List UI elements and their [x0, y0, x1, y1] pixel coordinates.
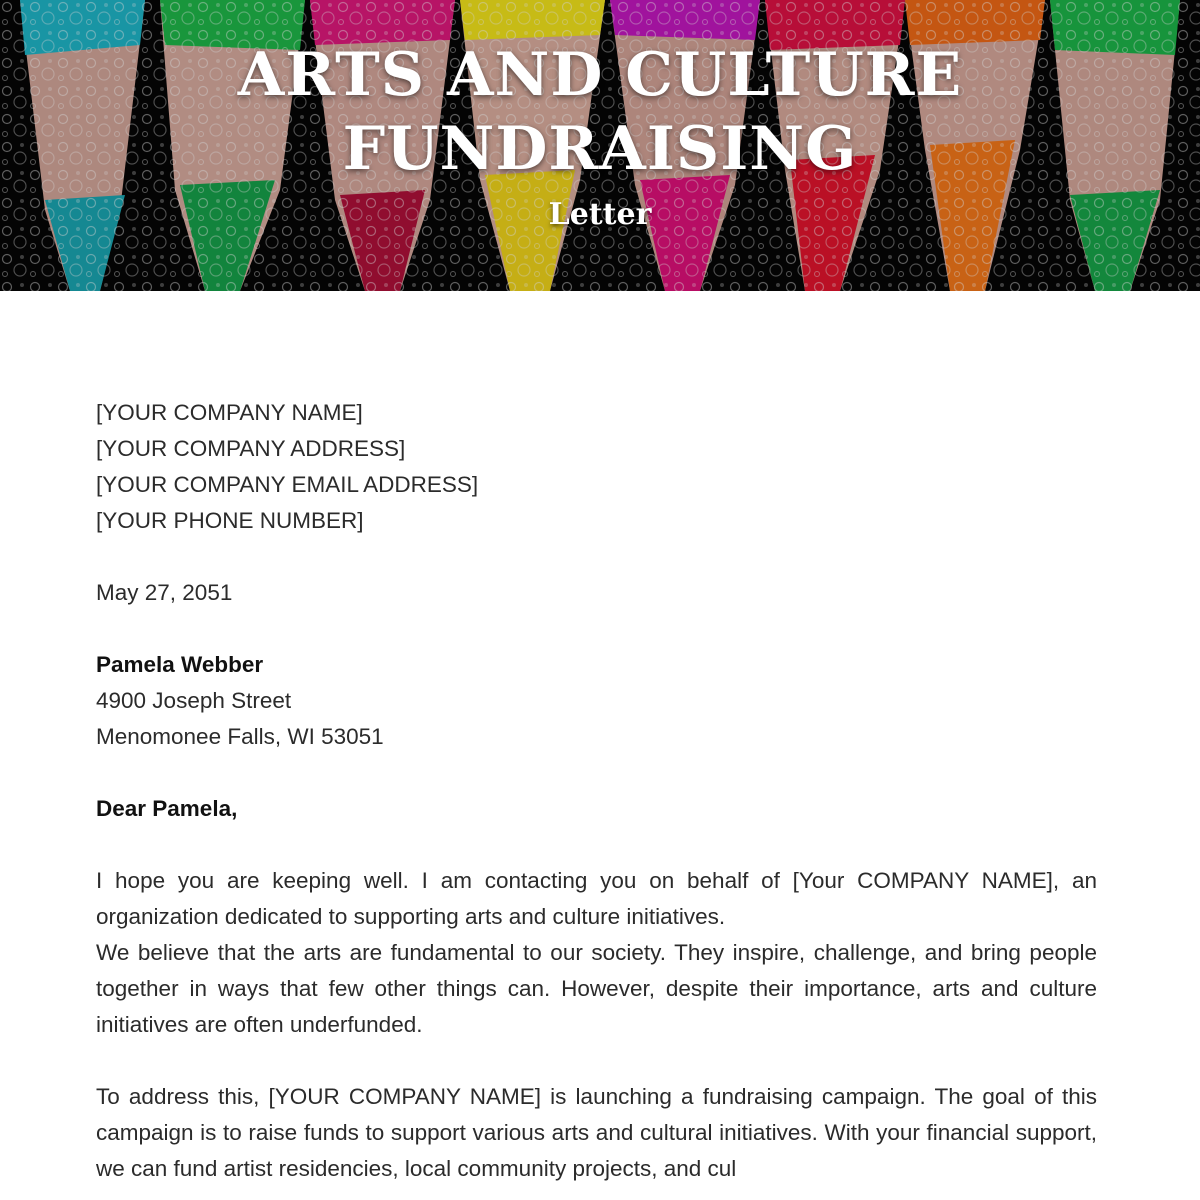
- recipient-city-state-zip: Menomonee Falls, WI 53051: [96, 724, 384, 749]
- body-paragraph-1a: I hope you are keeping well. I am contacting you on behalf of [Your COMPANY NAME], an organization dedicated to supporting arts and culture initiatives.: [96, 868, 1097, 929]
- sender-company-email: [YOUR COMPANY EMAIL ADDRESS]: [96, 472, 479, 497]
- banner-title-line-2: FUNDRAISING: [342, 114, 858, 184]
- recipient-block: [96, 647, 1097, 755]
- sender-company-name: [YOUR COMPANY NAME]: [96, 400, 363, 425]
- body-paragraph-1b: We believe that the arts are fundamental to our society. They inspire, challenge, and bring people together in ways that few other things can. However, despite their importance, arts and culture initiatives are often underfunded.: [96, 940, 1097, 1037]
- body-paragraph-2: To address this, [YOUR COMPANY NAME] is launching a fundraising campaign. The goal of this campaign is to raise funds to support various arts and cultural initiatives. With your financial support, we can fund artist residencies, local community projects, and cul: [96, 1084, 1097, 1181]
- date-block: [96, 575, 1097, 611]
- banner-subtitle: Letter: [548, 197, 652, 232]
- recipient-street: 4900 Joseph Street: [96, 688, 292, 713]
- sender-company-address: [YOUR COMPANY ADDRESS]: [96, 436, 406, 461]
- header-banner: [0, 0, 1200, 291]
- letter-date: May 27, 2051: [96, 580, 233, 605]
- banner-title-line-1: ARTS AND CULTURE: [237, 40, 963, 110]
- letter-body: [96, 395, 1097, 1187]
- salutation: Dear Pamela,: [96, 796, 238, 821]
- salutation-block: [96, 791, 1097, 827]
- sender-phone: [YOUR PHONE NUMBER]: [96, 508, 364, 533]
- sender-block: [96, 395, 1097, 539]
- recipient-name: Pamela Webber: [96, 652, 264, 677]
